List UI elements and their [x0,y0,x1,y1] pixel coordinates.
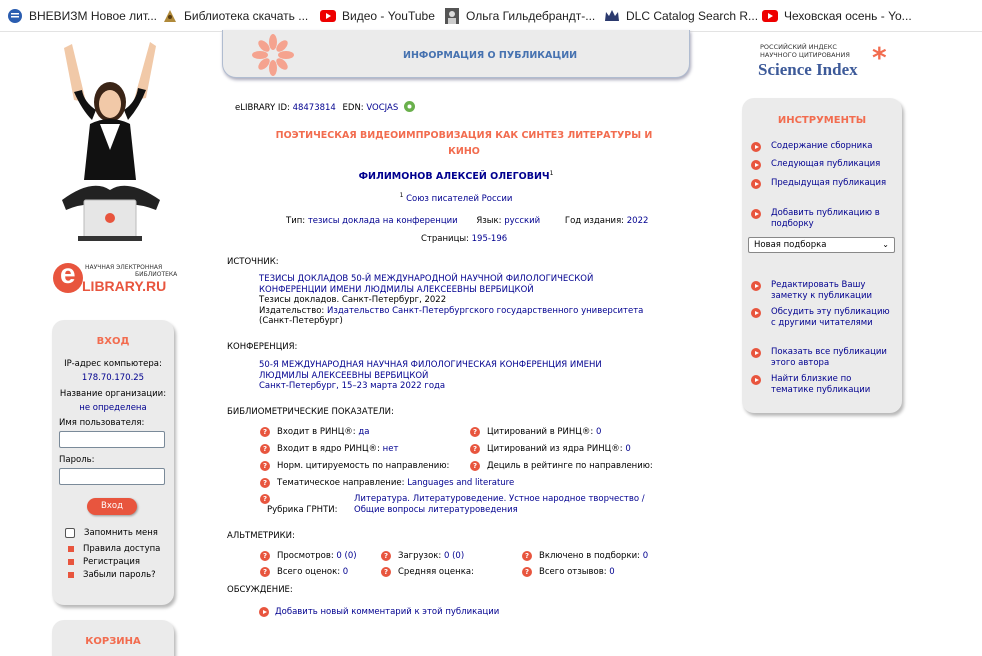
remember-me-label: Запомнить меня [84,528,158,538]
decile-row [470,461,653,471]
publication-ids [235,101,415,113]
grnti-line: Литература. Литературоведение. Устное народное творчество / [354,494,645,504]
add-comment-link[interactable] [259,607,499,617]
tool-label: Обсудить эту публикацию с другими читателями [771,307,890,328]
cart-title[interactable]: КОРЗИНА [85,636,141,647]
cit-rinc-label: Цитирований в РИНЦ®: [487,427,594,437]
decile-label: Дециль в рейтинге по направлению: [487,461,653,471]
type-value: тезисы доклада на конференции [307,216,458,226]
author-sup: 1 [549,170,554,177]
source-title-line[interactable]: КОНФЕРЕНЦИИ ИМЕНИ ЛЮДМИЛЫ АЛЕКСЕЕВНЫ ВЕРБИЦКОЙ [259,284,534,295]
core-label: Входит в ядро РИНЦ®: [277,444,380,454]
source-title-line[interactable]: ТЕЗИСЫ ДОКЛАДОВ 50-Й МЕЖДУНАРОДНОЙ НАУЧНОЙ ФИЛОЛОГИЧЕСКОЙ [259,274,594,284]
cit-core-value: 0 [625,444,631,454]
elibrary-logo[interactable] [52,260,177,300]
conference-link[interactable] [259,360,602,392]
cit-core-row [470,444,631,454]
norm-row [260,461,449,471]
science-index-logo[interactable] [758,43,898,83]
avg-label: Средняя оценка: [398,567,474,577]
affiliation-link[interactable]: Союз писателей России [406,193,513,204]
help-icon[interactable]: ? [470,444,480,454]
source-heading: ИСТОЧНИК: [227,257,279,267]
tool-label: Содержание сборника [771,141,873,151]
altmetrics-heading: АЛЬТМЕТРИКИ: [227,531,295,541]
author-name: ФИЛИМОНОВ АЛЕКСЕЙ ОЛЕГОВИЧ [358,171,550,183]
reviews-row [522,567,615,577]
affiliation [206,192,706,204]
username-label: Имя пользователя: [59,418,145,428]
tools-title: ИНСТРУМЕНТЫ [777,115,867,126]
bookmark-label: Ольга Гильдебрандт-... [466,8,596,23]
type-label: Тип: [286,216,306,226]
help-icon[interactable]: ? [522,567,532,577]
bookmark-label: Библиотека скачать ... [184,8,309,23]
publication-info-tab [222,30,690,78]
publication-title-line: КИНО [448,146,480,157]
org-value: не определена [79,403,147,413]
open-access-icon [404,101,415,112]
publisher-label: Издательство: [259,305,325,316]
core-row [260,444,398,454]
rinc-value: да [358,427,370,437]
password-input[interactable] [59,468,165,485]
avg-row [381,567,474,577]
year-label: Год издания: [564,216,625,226]
logo-name: LIBRARY.RU [82,278,167,294]
access-rules-link[interactable] [68,544,160,554]
chevron-down-icon: ⌄ [882,240,889,249]
tool-discuss[interactable] [751,307,896,329]
play-icon [751,375,761,385]
logo-tagline: НАУЧНАЯ ЭЛЕКТРОННАЯ [85,264,163,271]
help-icon[interactable]: ? [522,551,532,561]
science-index-line: РОССИЙСКИЙ ИНДЕКС [760,43,837,51]
help-icon[interactable]: ? [260,461,270,471]
login-panel [52,320,174,605]
downloads-row [381,551,464,561]
help-icon[interactable]: ? [260,494,270,504]
photo-icon [444,8,460,24]
core-value: нет [382,444,399,454]
science-index-star: * [872,41,887,74]
publication-title [222,128,722,160]
conference-line: Санкт-Петербург, 15–23 марта 2022 года [259,381,446,391]
ratings-label: Всего оценок: [277,567,341,577]
cart-panel [52,620,174,656]
login-title: ВХОД [96,336,130,347]
elibrary-id-label: eLIBRARY ID: [235,103,290,113]
play-icon [751,179,761,189]
collection-select-value: Новая подборка [754,240,827,250]
publisher-city: (Санкт-Петербург) [259,316,343,326]
page-title: ИНФОРМАЦИЯ О ПУБЛИКАЦИИ [403,50,578,61]
publication-title-line: ПОЭТИЧЕСКАЯ ВИДЕОИМПРОВИЗАЦИЯ КАК СИНТЕЗ ЛИТЕРАТУРЫ И [275,130,653,141]
bookmark-library[interactable] [155,0,313,32]
collection-select[interactable] [748,237,895,253]
register-link[interactable] [68,557,140,567]
edn-value[interactable]: VOCJAS [366,103,399,113]
password-label: Пароль: [59,455,95,465]
tool-edit-note[interactable] [751,280,896,302]
play-icon [259,607,269,617]
tool-prev-publication[interactable] [751,178,896,189]
direction-link[interactable]: Languages and literature [407,478,515,488]
remember-me-row[interactable] [65,528,158,538]
ip-value: 178.70.170.25 [81,373,145,383]
logo-tagline: БИБЛИОТЕКА [135,271,178,278]
science-index-line: НАУЧНОГО ЦИТИРОВАНИЯ [760,51,850,59]
discussion-heading: ОБСУЖДЕНИЕ: [227,585,293,595]
play-icon [751,281,761,291]
source-block [259,274,643,327]
pages-label: Страницы: [421,234,469,244]
username-input[interactable] [59,431,165,448]
play-icon [751,308,761,318]
collections-label: Включено в подборки: [539,551,640,561]
help-icon[interactable]: ? [260,427,270,437]
conference-heading: КОНФЕРЕНЦИЯ: [227,342,298,352]
library-icon [162,8,178,24]
flower-icon [245,34,305,82]
pages [421,234,507,244]
bookmark-chekhov[interactable] [755,0,915,32]
play-icon [751,348,761,358]
help-icon[interactable]: ? [260,551,270,561]
help-icon[interactable]: ? [470,461,480,471]
tool-label: Добавить публикацию в подборку [771,208,880,229]
grnti-row [260,494,277,504]
edn-label: EDN: [342,103,364,113]
play-icon [751,160,761,170]
norm-label: Норм. цитируемость по направлению: [277,461,450,471]
conference-line: 50-Я МЕЖДУНАРОДНАЯ НАУЧНАЯ ФИЛОЛОГИЧЕСКАЯ КОНФЕРЕНЦИЯ ИМЕНИ [259,360,602,370]
rinc-label: Входит в РИНЦ®: [277,427,356,437]
cit-core-label: Цитирований из ядра РИНЦ®: [487,444,623,454]
bibliometrics-heading: БИБЛИОМЕТРИЧЕСКИЕ ПОКАЗАТЕЛИ: [227,407,394,417]
bookmark-label: DLC Catalog Search R... [626,8,759,23]
bookmarks-bar [0,0,982,32]
bookmark-olga[interactable] [437,0,597,32]
publication-meta [286,216,648,226]
direction-row [260,478,514,488]
publisher-link[interactable]: Издательство Санкт-Петербургского государственного университета [327,305,644,316]
year-value: 2022 [626,216,649,226]
remember-me-checkbox[interactable] [65,528,75,538]
bookmark-label: Чеховская осень - Yo... [784,8,912,23]
views-row [260,551,357,561]
bullet-icon [68,572,74,578]
help-icon[interactable]: ? [260,567,270,577]
tool-label: Найти близкие по тематике публикации [771,374,871,395]
link-label: Правила доступа [83,544,161,554]
bookmark-label: Видео - YouTube [342,8,435,23]
chat-icon [7,8,23,24]
help-icon[interactable]: ? [260,444,270,454]
elibrary-id: 48473814 [292,103,336,113]
tool-label: Следующая публикация [771,159,881,169]
affiliation-sup: 1 [399,192,404,199]
conference-line: ЛЮДМИЛЫ АЛЕКСЕЕВНЫ ВЕРБИЦКОЙ [259,370,429,381]
author[interactable] [206,170,706,182]
link-label: Забыли пароль? [83,570,156,580]
views-value: 0 (0) [336,551,357,561]
tool-author-publications[interactable] [751,347,896,369]
tool-label: Предыдущая публикация [771,178,887,188]
bookmark-youtube-video[interactable] [313,0,437,32]
tool-similar-publications[interactable] [751,374,896,396]
tool-next-publication[interactable] [751,159,896,170]
tools-panel [742,98,902,413]
grnti-link[interactable] [354,494,645,515]
tool-collection-contents[interactable] [751,141,896,152]
login-button[interactable]: Вход [87,498,137,515]
reviews-value: 0 [609,567,615,577]
logo-e-letter: e [60,258,76,289]
org-label: Название организации: [59,389,167,399]
lang-value: русский [504,216,541,226]
add-comment-label: Добавить новый комментарий к этой публикации [275,607,500,617]
source-subtitle: Тезисы докладов. Санкт-Петербург, 2022 [259,295,447,305]
crown-icon [604,8,620,24]
downloads-value: 0 (0) [443,551,465,561]
ratings-value: 0 [342,567,349,577]
lang-label: Язык: [476,216,502,226]
grnti-label: Рубрика ГРНТИ: [267,505,338,515]
downloads-label: Загрузок: [398,551,442,561]
cit-rinc-row [470,427,601,437]
girl-with-laptop-illustration [52,40,170,245]
ip-label: IP-адрес компьютера: [64,359,162,369]
pages-value: 195-196 [471,234,508,244]
youtube-icon [320,8,336,24]
ratings-row [260,567,348,577]
link-label: Регистрация [83,557,140,567]
bookmark-label: ВНЕВИЗМ Новое лит... [29,8,158,23]
help-icon[interactable]: ? [381,567,391,577]
play-icon [751,142,761,152]
help-icon[interactable]: ? [470,427,480,437]
rinc-row [260,427,369,437]
youtube-icon [762,8,778,24]
tool-label: Показать все публикации этого автора [771,347,887,368]
tool-label: Редактировать Вашу заметку к публикации [771,280,872,301]
grnti-line: Общие вопросы литературоведения [354,504,518,515]
reviews-label: Всего отзывов: [539,567,607,577]
collections-row [522,551,648,561]
help-icon[interactable]: ? [260,478,270,488]
views-label: Просмотров: [277,551,334,561]
play-icon [751,209,761,219]
bookmark-vnevizm[interactable] [0,0,158,32]
forgot-password-link[interactable] [68,570,156,580]
help-icon[interactable]: ? [381,551,391,561]
direction-label: Тематическое направление: [277,478,405,488]
science-index-name: Science Index [758,60,858,79]
cit-rinc-value: 0 [595,427,602,437]
bookmark-dlc-catalog[interactable] [597,0,759,32]
collections-value: 0 [642,551,649,561]
tool-add-to-collection[interactable] [751,208,896,230]
bullet-icon [68,559,74,565]
bullet-icon [68,546,74,552]
